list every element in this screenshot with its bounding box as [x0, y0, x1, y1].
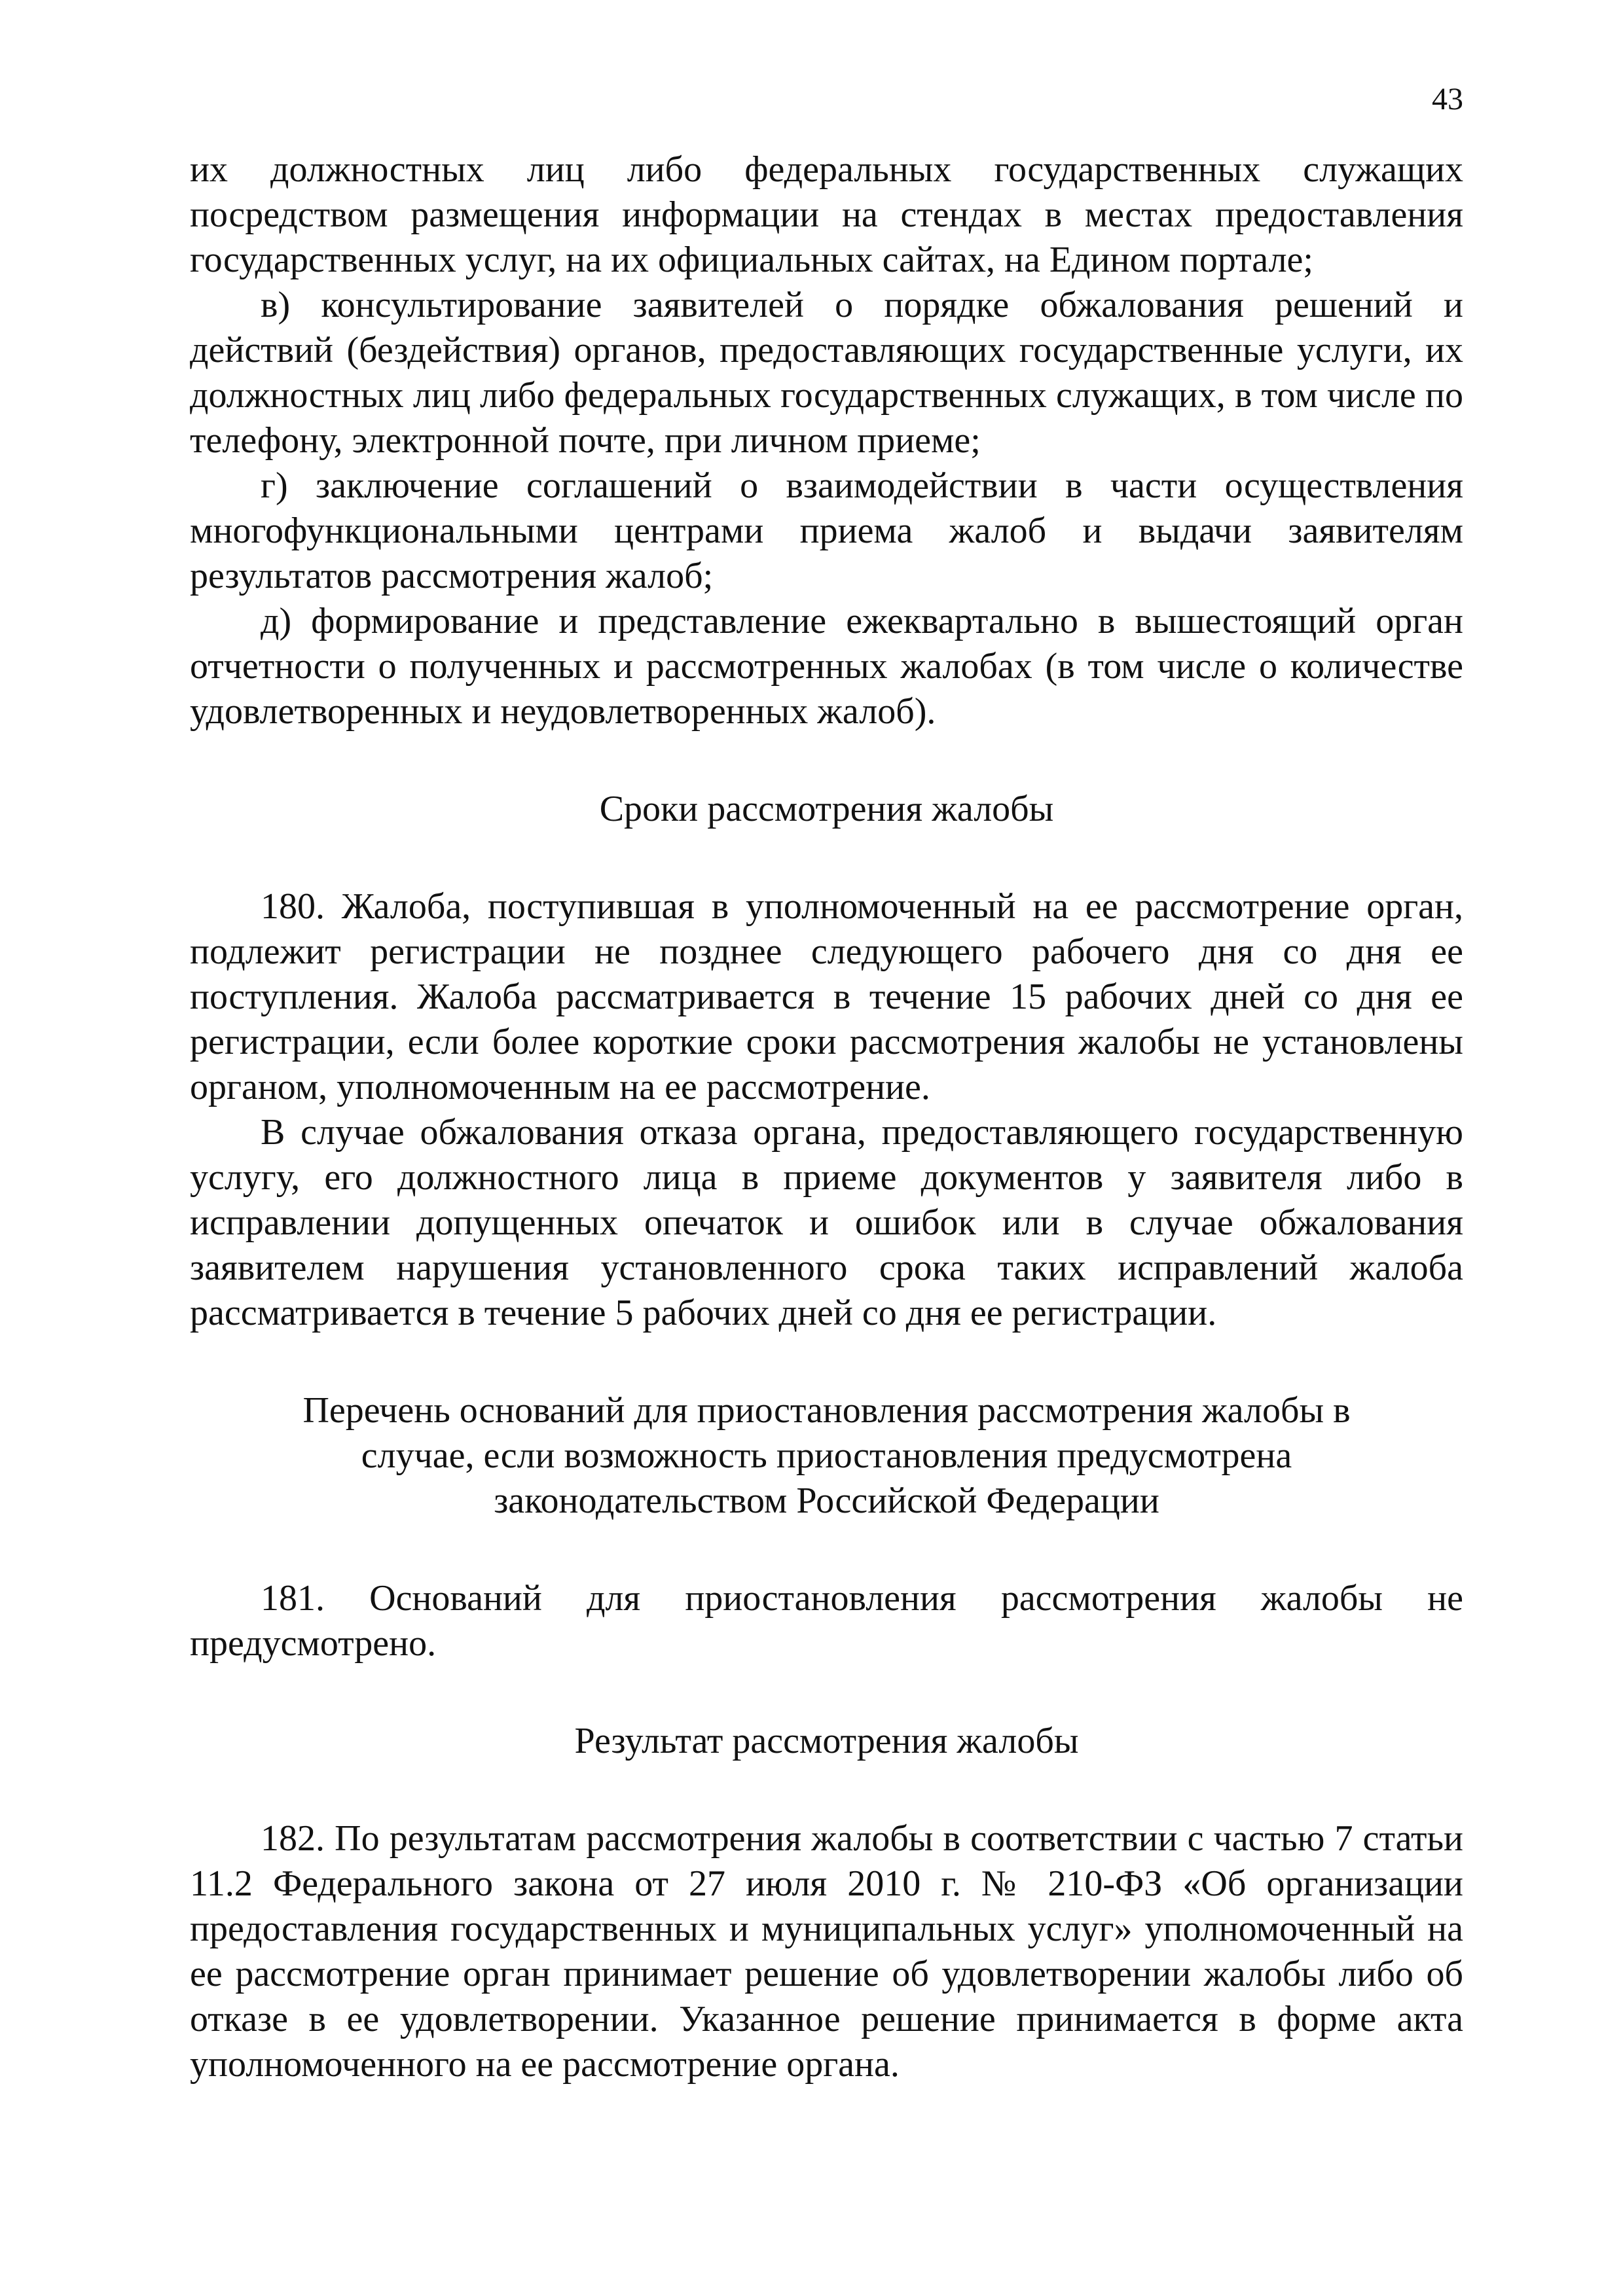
paragraph-181: 181. Оснований для приостановления рассмотрения жалобы не предусмотрено.: [190, 1578, 1463, 1664]
paragraph-180-second: В случае обжалования отказа органа, предоставляющего государственную услугу, его должностного лица в приеме документов у заявителя либо в исправлении допущенных опечаток и ошибок или в случае обжалования заявителем нарушения установленного срока таких исправлений жалоба рассматривается в течение 5 рабочих дней со дня ее регистрации.: [190, 1112, 1463, 1333]
section-heading-suspension-line2: случае, если возможность приостановления предусмотрена: [361, 1435, 1292, 1476]
section-heading-result: Результат рассмотрения жалобы: [574, 1721, 1079, 1761]
paragraph-182: 182. По результатам рассмотрения жалобы в соответствии с частью 7 статьи 11.2 Федерального закона от 27 июля 2010 г. № 210-ФЗ «Об организации предоставления государственных и муниципальных услуг» уполномоченный на ее рассмотрение орган принимает решение об удовлетворении жалобы либо об отказе в ее удовлетворении. Указанное решение принимается в форме акта уполномоченного на ее рассмотрение органа.: [190, 1818, 1463, 2085]
paragraph-item-v: в) консультирование заявителей о порядке обжалования решений и действий (бездействия) органов, предоставляющих государственные услуги, их должностных лиц либо федеральных государственных служащих, в том числе по телефону, электронной почте, при личном приеме;: [190, 285, 1463, 461]
paragraph-continuation: их должностных лиц либо федеральных государственных служащих посредством размещения информации на стендах в местах предоставления государственных услуг, на их официальных сайтах, на Едином портале;: [190, 149, 1463, 280]
paragraph-item-d: д) формирование и представление ежеквартально в вышестоящий орган отчетности о полученных и рассмотренных жалобах (в том числе о количестве удовлетворенных и неудовлетворенных жалоб).: [190, 601, 1463, 732]
section-heading-suspension-line1: Перечень оснований для приостановления рассмотрения жалобы в: [302, 1390, 1351, 1431]
paragraph-180: 180. Жалоба, поступившая в уполномоченный на ее рассмотрение орган, подлежит регистрации не позднее следующего рабочего дня со дня ее поступления. Жалоба рассматривается в течение 15 рабочих дней со дня ее регистрации, если более короткие сроки рассмотрения жалобы не установлены органом, уполномоченным на ее рассмотрение.: [190, 886, 1463, 1107]
section-heading-suspension-line3: законодательством Российской Федерации: [494, 1480, 1159, 1521]
document-body: [190, 147, 1463, 2087]
page-number: 43: [1432, 82, 1463, 117]
paragraph-item-g: г) заключение соглашений о взаимодействии в части осуществления многофункциональными центрами приема жалоб и выдачи заявителям результатов рассмотрения жалоб;: [190, 465, 1463, 596]
section-heading-deadlines: Сроки рассмотрения жалобы: [599, 789, 1054, 829]
section-heading-suspension: [190, 1388, 1463, 1524]
